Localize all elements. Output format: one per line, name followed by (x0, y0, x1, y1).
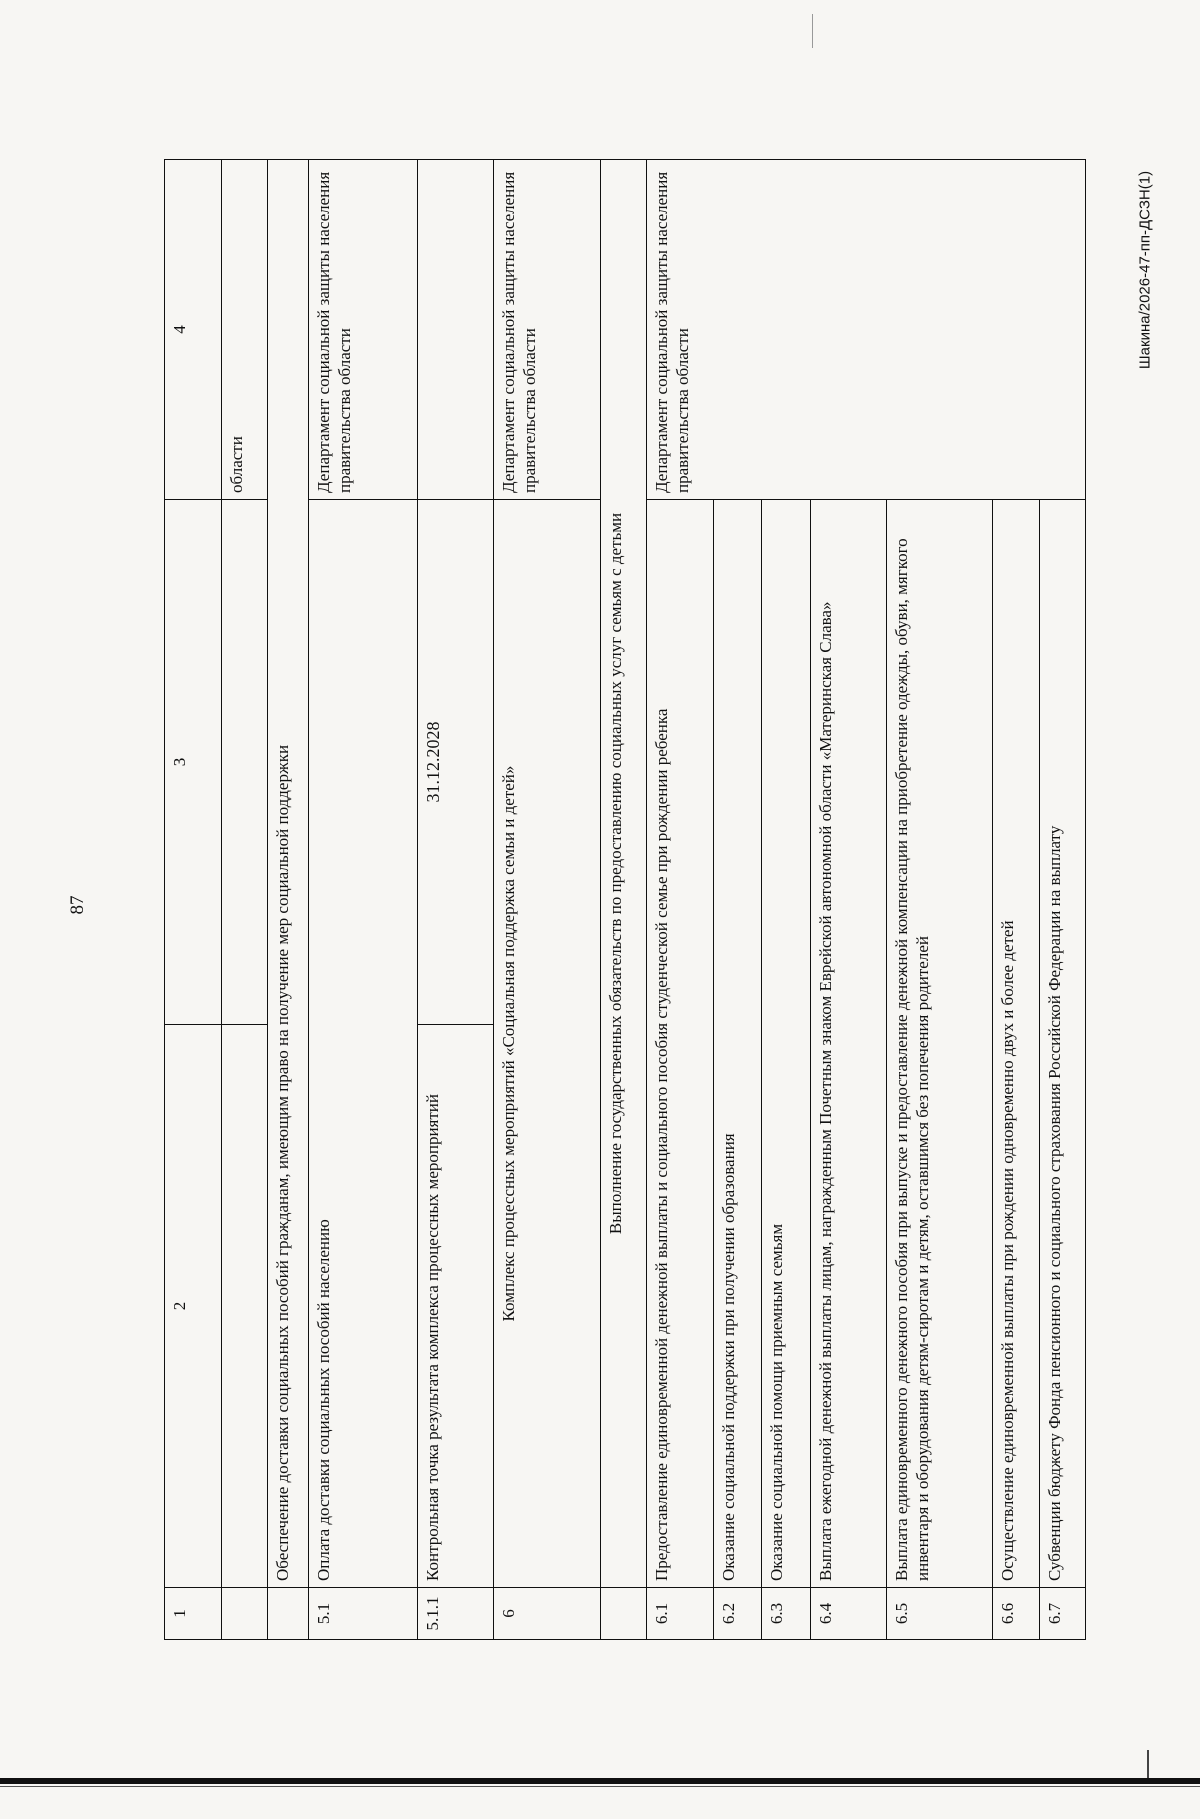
header-col-2: 2 (165, 1025, 222, 1588)
table-row-5-1-1 (418, 160, 494, 1640)
table-row-6-1 (646, 160, 713, 1640)
row-6-7-name: Субвенции бюджету Фонда пенсионного и социального страхования Российской Федерации на выплату (1039, 500, 1085, 1588)
row-6-6-num: 6.6 (993, 1588, 1039, 1640)
row-6-5-name: Выплата единовременного денежного пособия при выпуске и предоставление денежной компенсации на приобретение одежды, обуви, мягкого инвентаря и оборудования детям-сиротам и детям, оставшимся без попечения родителей (887, 500, 993, 1588)
row-6-dept: Департамент социальной защиты населения правительства области (494, 160, 600, 500)
scan-mark-top (812, 14, 813, 48)
row-5-1-1-name: Контрольная точка результата комплекса процессных мероприятий (418, 1025, 494, 1588)
row-6-4-num: 6.4 (810, 1588, 886, 1640)
bottom-rule-thin (0, 1786, 1200, 1787)
row-6-name: Комплекс процессных мероприятий «Социальная поддержка семьи и детей» (494, 500, 600, 1588)
section-5-num (267, 1588, 309, 1640)
continuation-row (221, 160, 267, 1640)
footer-code: Шакина/2026-47-пп-ДСЗН(1) (1136, 170, 1154, 370)
row-6-7-num: 6.7 (1039, 1588, 1085, 1640)
cont-col-1 (221, 1588, 267, 1640)
row-6-1-name: Предоставление единовременной денежной выплаты и социального пособия студенческой семье при рождении ребенка (646, 500, 713, 1588)
scan-tick (1147, 1750, 1149, 1778)
bottom-rule (0, 1778, 1200, 1784)
cont-col-2 (221, 1025, 267, 1588)
row-5-1-dept: Департамент социальной защиты населения правительства области (309, 160, 418, 500)
header-row (165, 160, 222, 1640)
row-6-3-name: Оказание социальной помощи приемным семьям (762, 500, 811, 1588)
row-6-1-num: 6.1 (646, 1588, 713, 1640)
header-col-1: 1 (165, 1588, 222, 1640)
row-6-5-num: 6.5 (887, 1588, 993, 1640)
table-row-6 (494, 160, 600, 1640)
cont-col-4: области (221, 160, 267, 500)
row-6-4-name: Выплата ежегодной денежной выплаты лицам, награжденным Почетным знаком Еврейской автономной области «Материнская Слава» (810, 500, 886, 1588)
section-5-title: Обеспечение доставки социальных пособий гражданам, имеющим право на получение мер социальной поддержки (267, 160, 309, 1588)
row-6-2-num: 6.2 (713, 1588, 762, 1640)
row-5-1-name: Оплата доставки социальных пособий населению (309, 500, 418, 1588)
row-6-3-num: 6.3 (762, 1588, 811, 1640)
page-number: 87 (67, 895, 88, 915)
rows-6-x-dept: Департамент социальной защиты населения правительства области (646, 160, 1085, 500)
row-6-2-name: Оказание социальной поддержки при получении образования (713, 500, 762, 1588)
section-row-5 (267, 160, 309, 1640)
section-6-title: Выполнение государственных обязательств по предоставлению социальных услуг семьям с детьми (600, 160, 646, 1588)
rotated-table-container (164, 160, 1086, 1640)
section-row-6 (600, 160, 646, 1640)
table-row-5-1 (309, 160, 418, 1640)
row-5-1-1-dept (418, 160, 494, 500)
cont-col-3 (221, 500, 267, 1025)
header-col-4: 4 (165, 160, 222, 500)
measures-table (164, 159, 1086, 1640)
row-6-num: 6 (494, 1588, 600, 1640)
row-6-6-name: Осуществление единовременной выплаты при рождении одновременно двух и более детей (993, 500, 1039, 1588)
section-6-num (600, 1588, 646, 1640)
row-5-1-1-date: 31.12.2028 (418, 500, 494, 1025)
header-col-3: 3 (165, 500, 222, 1025)
row-5-1-1-num: 5.1.1 (418, 1588, 494, 1640)
row-5-1-num: 5.1 (309, 1588, 418, 1640)
